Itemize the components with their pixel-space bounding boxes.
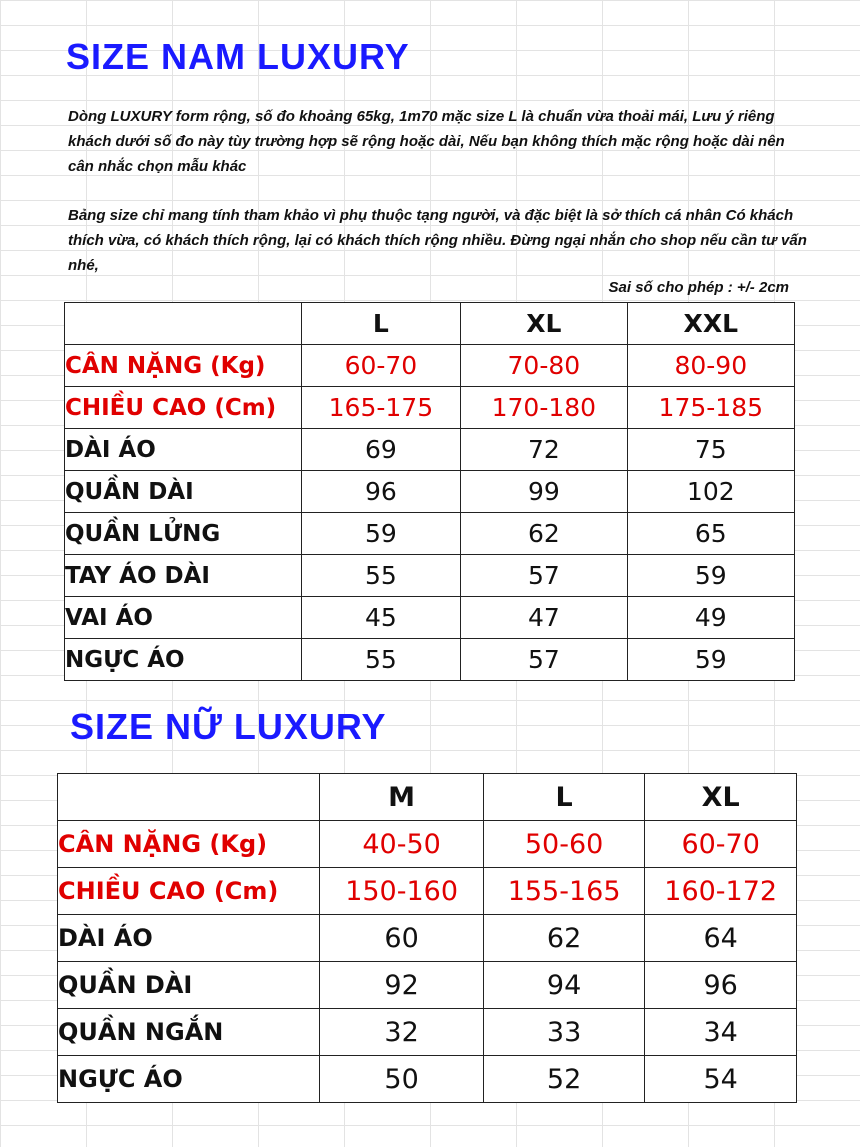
fit-note: Dòng LUXURY form rộng, số đo khoảng 65kg, 1m70 mặc size L là chuẩn vừa thoải mái, Lưu ý riêng khách dưới số đo này tùy trường hợp sẽ rộng hoặc dài, Nếu bạn không thích mặc rộng hoặc dài nên cân nhắc chọn mẫu khác: [68, 108, 785, 175]
cell-value: 64: [645, 915, 797, 962]
men-size-title: SIZE NAM LUXURY: [66, 36, 410, 77]
cell-value: 33: [483, 1009, 645, 1056]
cell-value: 80-90: [627, 345, 794, 387]
cell-value: 70-80: [461, 345, 627, 387]
table-row: [65, 471, 795, 513]
cell-value: 32: [320, 1009, 483, 1056]
cell-value: 165-175: [301, 387, 461, 429]
row-label: QUẦN DÀI: [65, 471, 302, 513]
row-label: DÀI ÁO: [65, 429, 302, 471]
table-row: [58, 1009, 797, 1056]
row-label: CHIỀU CAO (Cm): [65, 387, 302, 429]
row-label: QUẦN DÀI: [58, 962, 320, 1009]
table-row: [65, 513, 795, 555]
row-label: NGỰC ÁO: [58, 1056, 320, 1103]
cell-value: 102: [627, 471, 794, 513]
row-label: QUẦN NGẮN: [58, 1009, 320, 1056]
cell-value: 45: [301, 597, 461, 639]
row-label: CÂN NẶNG (Kg): [58, 821, 320, 868]
cell-value: 57: [461, 639, 627, 681]
size-header: M: [320, 774, 483, 821]
size-header: XXL: [627, 303, 794, 345]
cell-value: 160-172: [645, 868, 797, 915]
size-header: XL: [461, 303, 627, 345]
tolerance-note: Sai số cho phép : +/- 2cm: [608, 279, 789, 296]
row-label: QUẦN LỬNG: [65, 513, 302, 555]
cell-value: 55: [301, 639, 461, 681]
cell-value: 65: [627, 513, 794, 555]
cell-value: 96: [645, 962, 797, 1009]
header-empty-cell: [65, 303, 302, 345]
cell-value: 57: [461, 555, 627, 597]
cell-value: 170-180: [461, 387, 627, 429]
table-row: [65, 597, 795, 639]
row-label: CÂN NẶNG (Kg): [65, 345, 302, 387]
table-row: [65, 555, 795, 597]
cell-value: 59: [627, 555, 794, 597]
table-row: [65, 639, 795, 681]
row-label: VAI ÁO: [65, 597, 302, 639]
cell-value: 94: [483, 962, 645, 1009]
cell-value: 99: [461, 471, 627, 513]
men-size-table: [64, 302, 795, 681]
table-header-row: [58, 774, 797, 821]
cell-value: 40-50: [320, 821, 483, 868]
cell-value: 49: [627, 597, 794, 639]
cell-value: 55: [301, 555, 461, 597]
table-row: [58, 1056, 797, 1103]
size-header: L: [483, 774, 645, 821]
cell-value: 52: [483, 1056, 645, 1103]
row-label: DÀI ÁO: [58, 915, 320, 962]
reference-note: Bảng size chỉ mang tính tham khảo vì phụ thuộc tạng người, và đặc biệt là sở thích cá nhân Có khách thích vừa, có khách thích rộng, lại có khách thích rộng nhiều. Đừng ngại nhắn cho shop nếu cần tư vấn nhé,: [68, 207, 807, 274]
cell-value: 50: [320, 1056, 483, 1103]
cell-value: 59: [301, 513, 461, 555]
cell-value: 62: [461, 513, 627, 555]
cell-value: 60-70: [645, 821, 797, 868]
table-row: [65, 429, 795, 471]
cell-value: 60: [320, 915, 483, 962]
cell-value: 75: [627, 429, 794, 471]
cell-value: 34: [645, 1009, 797, 1056]
table-row: [58, 915, 797, 962]
header-empty-cell: [58, 774, 320, 821]
women-size-title: SIZE NỮ LUXURY: [70, 706, 387, 747]
cell-value: 96: [301, 471, 461, 513]
table-row: [65, 345, 795, 387]
row-label: CHIỀU CAO (Cm): [58, 868, 320, 915]
cell-value: 60-70: [301, 345, 461, 387]
table-row: [65, 387, 795, 429]
cell-value: 47: [461, 597, 627, 639]
row-label: TAY ÁO DÀI: [65, 555, 302, 597]
cell-value: 69: [301, 429, 461, 471]
row-label: NGỰC ÁO: [65, 639, 302, 681]
size-header: L: [301, 303, 461, 345]
table-row: [58, 868, 797, 915]
cell-value: 50-60: [483, 821, 645, 868]
table-row: [58, 962, 797, 1009]
women-size-table: [57, 773, 797, 1103]
cell-value: 72: [461, 429, 627, 471]
table-row: [58, 821, 797, 868]
cell-value: 155-165: [483, 868, 645, 915]
cell-value: 150-160: [320, 868, 483, 915]
cell-value: 59: [627, 639, 794, 681]
cell-value: 62: [483, 915, 645, 962]
size-header: XL: [645, 774, 797, 821]
cell-value: 54: [645, 1056, 797, 1103]
cell-value: 92: [320, 962, 483, 1009]
cell-value: 175-185: [627, 387, 794, 429]
table-header-row: [65, 303, 795, 345]
